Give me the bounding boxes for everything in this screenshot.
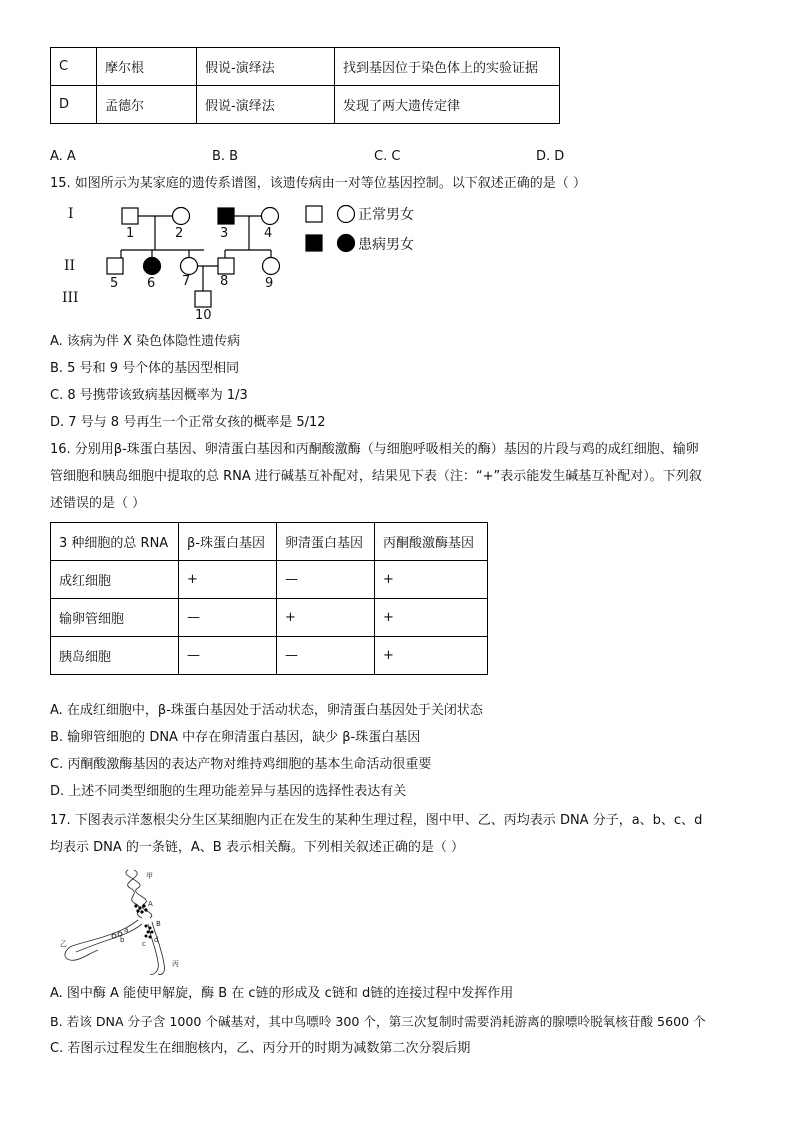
option-a[interactable]: A. A — [50, 149, 76, 164]
individual-number: 1 — [126, 226, 135, 241]
individual-7 — [181, 258, 198, 275]
individual-8 — [218, 258, 234, 274]
individual-number: 9 — [265, 276, 274, 291]
table-header-cell: 丙酮酸激酶基因 — [375, 523, 488, 561]
individual-number: 2 — [175, 226, 184, 241]
q16-option-d[interactable]: D. 上述不同类型细胞的生理功能差异与基因的选择性表达有关 — [50, 784, 407, 799]
individual-10 — [195, 291, 211, 307]
table-row — [51, 86, 560, 124]
q16-stem-line3: 述错误的是（ ） — [50, 496, 146, 511]
q16-option-c[interactable]: C. 丙酮酸激酶基因的表达产物对维持鸡细胞的基本生命活动很重要 — [50, 757, 432, 772]
table-header-cell: 3 种细胞的总 RNA — [51, 523, 179, 561]
q17-option-a[interactable]: A. 图中酶 A 能使甲解旋，酶 B 在 c链的形成及 c链和 d链的连接过程中发挥作用 — [50, 986, 514, 1001]
table-row — [51, 599, 488, 637]
label-enzyme-b: B — [156, 920, 161, 928]
legend-symbols — [304, 204, 364, 254]
table-cell: 输卵管细胞 — [51, 599, 179, 637]
table-cell: — — [277, 637, 375, 675]
table-cell: + — [277, 599, 375, 637]
table-cell: — — [277, 561, 375, 599]
table-row — [51, 561, 488, 599]
table-header-cell: β-珠蛋白基因 — [179, 523, 277, 561]
label-d: d — [154, 936, 159, 944]
legend-affected: 患病男女 — [358, 237, 414, 253]
individual-6 — [144, 258, 161, 275]
q17-stem-line2: 均表示 DNA 的一条链，A、B 表示相关酶。下列相关叙述正确的是（ ） — [50, 840, 464, 855]
q17-stem-line1: 17. 下图表示洋葱根尖分生区某细胞内正在发生的某种生理过程，图中甲、乙、丙均表示 DNA 分子，a、b、c、d — [50, 813, 703, 828]
pedigree-chart — [50, 200, 450, 325]
individual-4 — [262, 208, 279, 225]
label-b: b — [120, 936, 125, 944]
enzyme-a — [134, 904, 147, 913]
q14-table — [50, 47, 560, 124]
dna-replication-svg — [58, 866, 198, 978]
individual-number: 10 — [195, 308, 212, 323]
q15-option-b[interactable]: B. 5 号和 9 号个体的基因型相同 — [50, 361, 240, 376]
table-cell: D — [51, 86, 97, 124]
label-yi: 乙 — [60, 940, 67, 948]
table-cell: + — [375, 637, 488, 675]
table-cell: + — [179, 561, 277, 599]
table-header-cell: 卵清蛋白基因 — [277, 523, 375, 561]
generation-label: I — [68, 206, 74, 222]
individual-5 — [107, 258, 123, 274]
individual-3 — [218, 208, 234, 224]
table-cell: — — [179, 637, 277, 675]
q16-option-b[interactable]: B. 输卵管细胞的 DNA 中存在卵清蛋白基因，缺少 β-珠蛋白基因 — [50, 730, 421, 745]
individual-number: 3 — [220, 226, 229, 241]
individual-2 — [173, 208, 190, 225]
q15-option-d[interactable]: D. 7 号与 8 号再生一个正常女孩的概率是 5/12 — [50, 415, 326, 430]
table-cell: 发现了两大遗传定律 — [335, 86, 560, 124]
table-cell: + — [375, 561, 488, 599]
q15-option-a[interactable]: A. 该病为伴 X 染色体隐性遗传病 — [50, 334, 241, 349]
table-cell: 孟德尔 — [97, 86, 197, 124]
table-cell: 摩尔根 — [97, 48, 197, 86]
individual-number: 5 — [110, 276, 119, 291]
table-cell: 成红细胞 — [51, 561, 179, 599]
individual-number: 7 — [182, 274, 191, 289]
table-cell: 假说-演绎法 — [197, 48, 335, 86]
dna-replication-figure — [58, 866, 198, 978]
individual-9 — [263, 258, 280, 275]
q16-option-a[interactable]: A. 在成红细胞中，β-珠蛋白基因处于活动状态，卵清蛋白基因处于关闭状态 — [50, 703, 483, 718]
label-c: c — [142, 940, 146, 948]
q15-option-c[interactable]: C. 8 号携带该致病基因概率为 1/3 — [50, 388, 248, 403]
enzyme-b — [145, 925, 154, 939]
individual-number: 8 — [220, 274, 229, 289]
individual-number: 6 — [147, 276, 156, 291]
label-jia: 甲 — [146, 872, 153, 880]
label-enzyme-a: A — [148, 900, 153, 908]
option-c[interactable]: C. C — [374, 149, 401, 164]
generation-label: II — [64, 258, 76, 274]
q17-option-b[interactable]: B. 若该 DNA 分子含 1000 个碱基对，其中鸟嘌呤 300 个，第三次复制时需要消耗游离的腺嘌呤脱氧核苷酸 5600 个 — [50, 1014, 706, 1029]
label-a: a — [124, 926, 129, 934]
legend-normal: 正常男女 — [358, 207, 414, 223]
option-b[interactable]: B. B — [212, 149, 239, 164]
individual-number: 4 — [264, 226, 273, 241]
table-cell: 找到基因位于染色体上的实验证据 — [335, 48, 560, 86]
q17-option-c[interactable]: C. 若图示过程发生在细胞核内，乙、丙分开的时期为减数第二次分裂后期 — [50, 1041, 471, 1056]
option-d[interactable]: D. D — [536, 149, 565, 164]
table-cell: 假说-演绎法 — [197, 86, 335, 124]
individual-1 — [122, 208, 138, 224]
q16-table — [50, 522, 488, 675]
q15-stem: 15. 如图所示为某家庭的遗传系谱图，该遗传病由一对等位基因控制。以下叙述正确的是（ ） — [50, 176, 586, 191]
q16-stem-line1: 16. 分别用β-珠蛋白基因、卵清蛋白基因和丙酮酸激酶（与细胞呼吸相关的酶）基因的片段与鸡的成红细胞、输卵 — [50, 442, 699, 457]
q16-stem-line2: 管细胞和胰岛细胞中提取的总 RNA 进行碱基互补配对，结果见下表（注：“+”表示能发生碱基互补配对）。下列叙 — [50, 469, 702, 484]
table-cell: C — [51, 48, 97, 86]
table-cell: + — [375, 599, 488, 637]
table-row — [51, 637, 488, 675]
label-bing: 丙 — [172, 960, 179, 968]
table-header-row — [51, 523, 488, 561]
table-row — [51, 48, 560, 86]
table-cell: — — [179, 599, 277, 637]
table-cell: 胰岛细胞 — [51, 637, 179, 675]
generation-label: III — [62, 290, 79, 306]
